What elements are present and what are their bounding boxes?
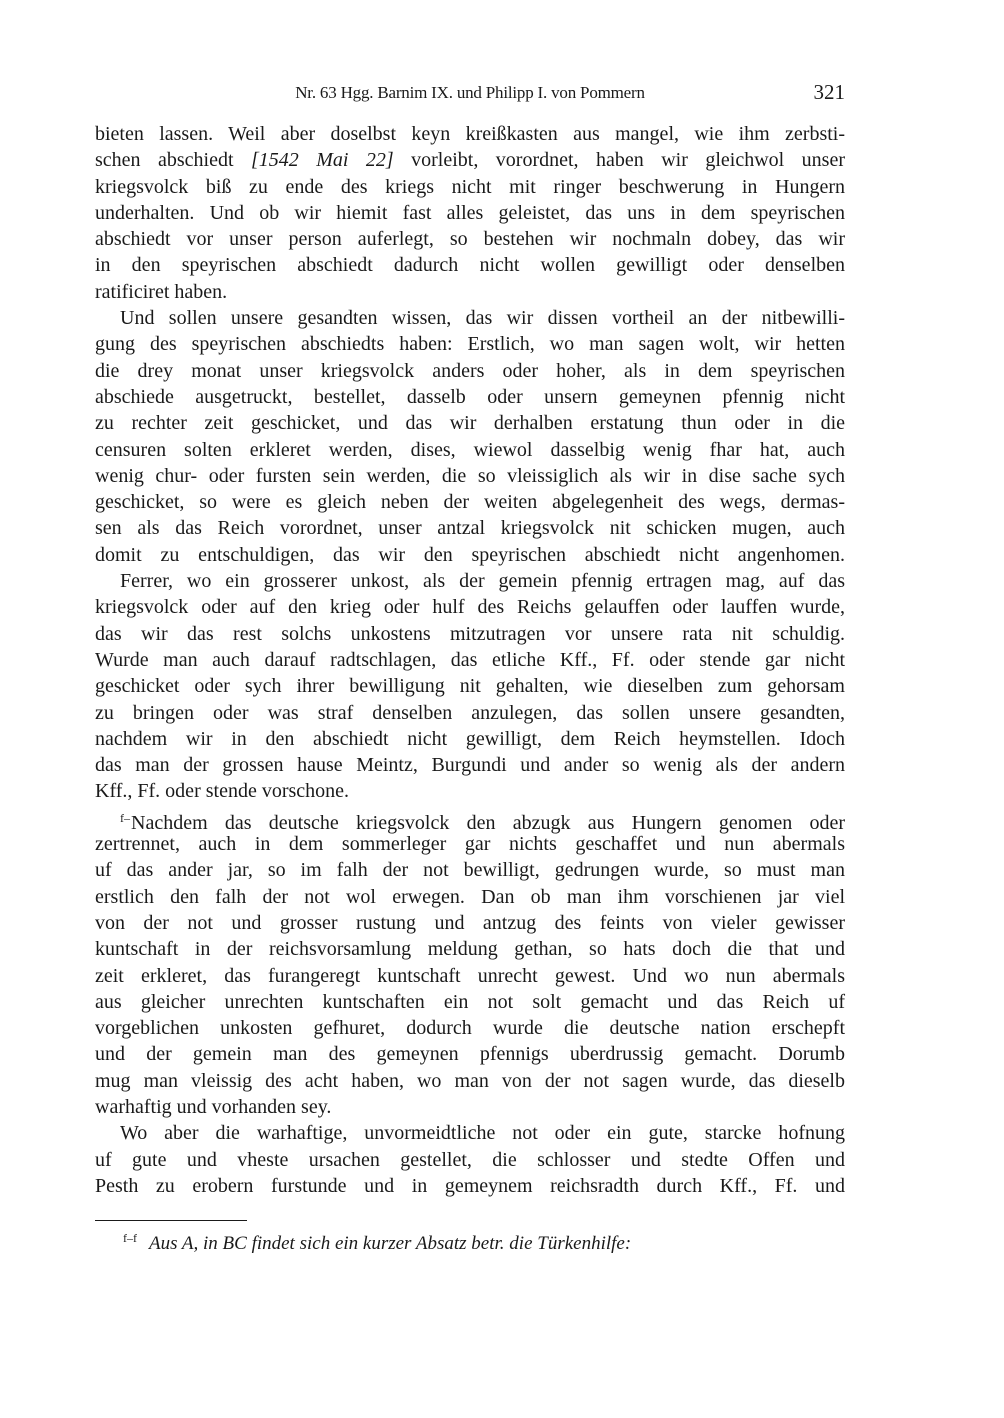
text-line: vorgeblichen unkosten gefhuret, dodurch wurde die deutsche nation erschepft — [95, 1017, 845, 1040]
text-line: mug man vleissig des acht haben, wo man von der not sagen wurde, das dieselb — [95, 1069, 845, 1092]
text-line: und der gemein man des gemeynen pfennigs uberdrussig gemacht. Dorumb — [95, 1043, 845, 1066]
text-line: aus gleicher unrechten kuntschaften ein not solt gemacht und das Reich uf — [95, 990, 845, 1013]
text-line: das wir das rest solchs unkostens mitzutragen vor unsere rata nit schuldig. — [95, 622, 845, 645]
text-line: Wurde man auch darauf radtschlagen, das etliche Kff., Ff. oder stende gar nicht — [95, 648, 845, 671]
text-line: zu bringen oder was straf denselben anzulegen, das sollen unsere gesandten, — [95, 701, 845, 724]
text-line: warhaftig und vorhanden sey. — [95, 1095, 332, 1118]
editorial-date: [1542 Mai 22] — [250, 149, 394, 172]
text-line: kriegsvolck biß zu ende des kriegs nicht mit ringer beschwerung in Hungern — [95, 175, 845, 198]
text-line: domit zu entschuldigen, das wir den speyrischen abschiedt nicht angenhomen. — [95, 543, 845, 566]
text-line: das man der grossen hause Meintz, Burgundi und ander so wenig als der andern — [95, 754, 845, 777]
text-segment: Nachdem das deutsche kriegsvolck den abzugk aus Hungern genomen oder — [131, 811, 845, 834]
paragraph — [95, 121, 845, 305]
text-line: die drey monat unser kriegsvolck anders oder hoher, als in dem speyrischen — [95, 359, 845, 382]
text-line: uf das ander jar, so im falh der not bewilligt, gedrungen wurde, so must man — [95, 859, 845, 882]
text-line — [95, 147, 845, 173]
paragraph — [95, 1120, 845, 1199]
text-line: abschiede ausgetruckt, bestellet, dasselb oder unsern gemeynen pfennig nicht — [95, 385, 845, 408]
text-line: ratificiret haben. — [95, 280, 228, 303]
paragraph — [95, 305, 845, 568]
text-line: Kff., Ff. oder stende vorschone. — [95, 780, 350, 803]
running-title: Nr. 63 Hgg. Barnim IX. und Philipp I. von Pommern — [295, 83, 645, 102]
footnote-mark: f–f — [123, 1231, 137, 1245]
text-line: wenig chur- oder fursten sein werden, die so vleissiglich als wir in dise sache sych — [95, 464, 845, 487]
text-line: gung des speyrischen abschiedts haben: Erstlich, wo man sagen wolt, wir hetten — [95, 333, 845, 356]
text-line: in den speyrischen abschiedt dadurch nicht wollen gewilligt oder denselben — [95, 254, 845, 277]
text-line: Ferrer, wo ein grosserer unkost, als der gemein pfennig ertragen mag, auf das — [120, 570, 845, 593]
text-line: Wo aber die warhaftige, unvormeidtliche not oder ein gute, starcke hofnung — [120, 1122, 845, 1145]
text-line: bieten lassen. Weil aber doselbst keyn kreißkasten aus mangel, wie ihm zerbsti- — [95, 123, 845, 145]
text-line: sen als das Reich vorordnet, unser antzal kriegsvolck nit schicken mugen, auch — [95, 517, 845, 540]
text-line: underhalten. Und ob wir hiemit fast alles geleistet, das uns in dem speyrischen — [95, 201, 845, 224]
paragraph — [95, 568, 845, 805]
text-line: censuren solten erkleret werden, dises, wiewol dasselbig wenig fhar hat, auch — [95, 438, 845, 461]
text-line: abschiedt vor unser person auferlegt, so bestehen wir nochmaln dobey, das wir — [95, 228, 845, 251]
text-segment: vorleibt, vorordnet, haben wir gleichwol unser — [393, 149, 845, 172]
footnote — [123, 1225, 843, 1257]
text-line: zu rechter zeit geschicket, und das wir derhalben erstatung thun oder in die — [95, 412, 845, 435]
page-header — [95, 80, 845, 108]
text-line: zertrennet, auch in dem sommerleger gar nichts geschaffet und nun abermals — [95, 833, 845, 856]
text-line: kuntschaft in der reichsvorsamlung meldung gethan, so hats doch die that und — [95, 938, 845, 961]
text-line: Pesth zu erobern furstunde und in gemeynem reichsradth durch Kff., Ff. und — [95, 1174, 845, 1197]
paragraph — [95, 805, 845, 1121]
text-line: Und sollen unsere gesandten wissen, das wir dissen vortheil an der nitbewilli- — [120, 307, 845, 330]
footnote-text: Aus A, in BC findet sich ein kurzer Absatz betr. die Türkenhilfe: — [149, 1233, 632, 1254]
text-line: geschicket, so were es gleich neben der weiten abgelegenheit des wegs, dermas- — [95, 491, 845, 514]
text-line: von der not und grosser rustung und antzug des feints von vieler gewisser — [95, 911, 845, 934]
text-segment: schen abschiedt — [95, 149, 251, 172]
text-line — [95, 805, 845, 834]
footnote-marker: f– — [120, 810, 130, 825]
footnote-divider — [95, 1220, 247, 1221]
text-line: zeit erkleret, das furangeregt kuntschaft unrecht gewest. Und wo nun abermals — [95, 964, 845, 987]
text-line: geschicket oder sych ihrer bewilligung nit gehalten, wie dieselben zum gehorsam — [95, 675, 845, 698]
text-line: uf gute und vheste ursachen gestellet, die schlosser und stedte Offen und — [95, 1148, 845, 1171]
text-line: nachdem wir in den abschiedt nicht gewilligt, dem Reich heymstellen. Idoch — [95, 727, 845, 750]
body-text — [95, 121, 845, 1199]
page-number: 321 — [813, 80, 845, 104]
text-line: erstlich den falh der not wol erwegen. Dan ob man ihm vorschienen jar viel — [95, 885, 845, 908]
text-line: kriegsvolck oder auf den krieg oder hulf des Reichs gelauffen oder lauffen wurde, — [95, 596, 845, 619]
